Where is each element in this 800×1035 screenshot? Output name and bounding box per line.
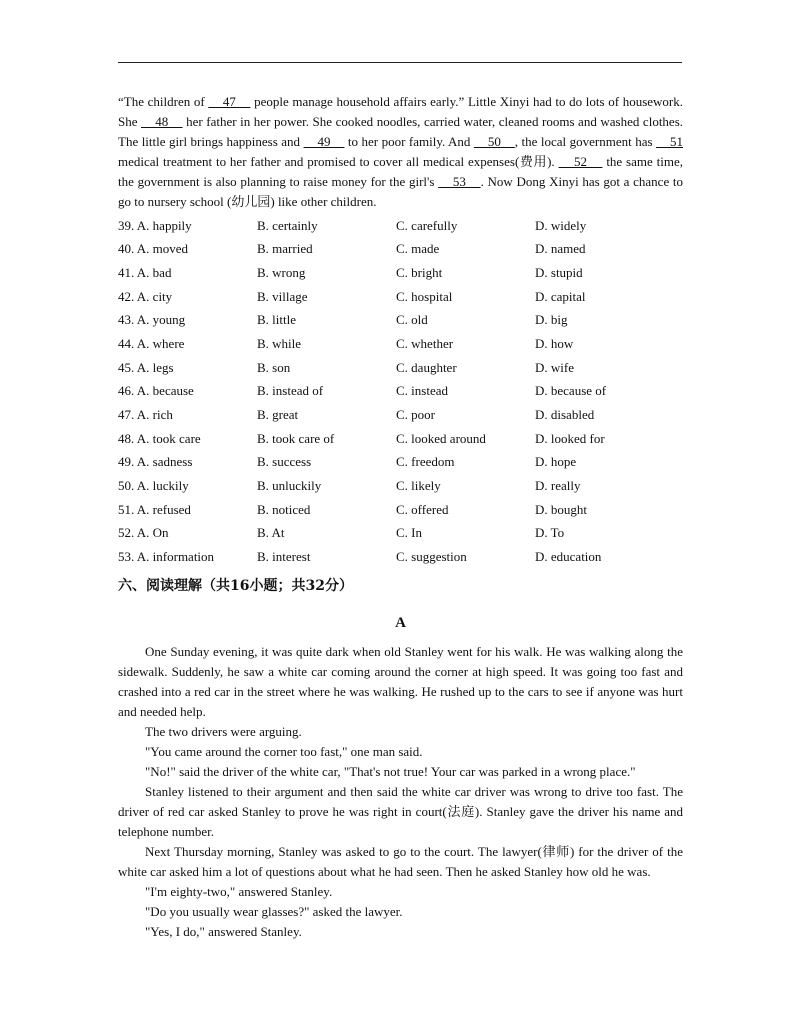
option-row-49: [118, 450, 683, 474]
option-row-52: [118, 521, 683, 545]
cloze-text: her father in her power. She cooked noodles, carried water, cleaned rooms and washed clothes. The little girl brings happiness and: [118, 114, 684, 149]
option-b: B. son: [257, 359, 291, 375]
option-row-42: [118, 285, 683, 309]
option-c: C. suggestion: [396, 549, 467, 565]
option-a: 49. A. sadness: [118, 454, 193, 470]
option-row-51: [118, 498, 683, 522]
cloze-paragraph: [118, 92, 683, 212]
option-row-44: [118, 332, 683, 356]
option-c: C. carefully: [396, 217, 458, 233]
blank-53: 53: [438, 174, 481, 189]
option-b: B. At: [257, 525, 285, 541]
section-heading: 六、阅读理解（共16小题；共32分）: [118, 577, 353, 594]
option-row-47: [118, 403, 683, 427]
option-d: D. education: [535, 549, 602, 565]
exam-page: [118, 92, 683, 942]
option-b: B. little: [257, 312, 296, 328]
option-a: 45. A. legs: [118, 359, 174, 375]
option-c: C. freedom: [396, 454, 455, 470]
option-row-46: [118, 379, 683, 403]
option-b: B. great: [257, 407, 299, 422]
option-d: D. stupid: [535, 264, 583, 280]
passage-paragraph: "You came around the corner too fast," one man said.: [145, 743, 423, 759]
option-row-48: [118, 427, 683, 451]
option-d: D. capital: [535, 288, 586, 304]
option-d: D. widely: [535, 217, 587, 233]
passage-paragraph: The two drivers were arguing.: [145, 723, 302, 739]
blank-49: 49: [303, 134, 345, 149]
cloze-text: , the local government has: [514, 134, 657, 149]
option-row-50: [118, 474, 683, 498]
blank-50: 50: [473, 134, 515, 149]
option-a: 41. A. bad: [118, 264, 172, 280]
option-c: C. old: [396, 312, 428, 328]
option-a: 51. A. refused: [118, 501, 191, 517]
option-a: 52. A. On: [118, 525, 169, 541]
blank-52: 52: [558, 154, 603, 169]
option-b: B. success: [257, 454, 312, 470]
option-d: D. hope: [535, 454, 577, 470]
option-c: C. offered: [396, 501, 449, 517]
option-row-41: [118, 261, 683, 285]
option-a: 40. A. moved: [118, 241, 189, 257]
option-d: D. because of: [535, 383, 607, 399]
option-b: B. noticed: [257, 501, 311, 517]
option-row-45: [118, 356, 683, 380]
option-a: 39. A. happily: [118, 217, 192, 233]
cloze-text: . Now Dong Xinyi has got a chance to go to nursery school (幼儿园) like other children.: [118, 174, 684, 209]
cloze-text: “The children of: [118, 94, 209, 109]
option-d: D. disabled: [535, 407, 595, 422]
option-d: D. really: [535, 478, 581, 494]
option-a: 44. A. where: [118, 335, 185, 351]
cloze-text: people manage household affairs early.” Little Xinyi had to do lots of housework. She: [118, 94, 684, 129]
passage-paragraph: "I'm eighty-two," answered Stanley.: [145, 883, 333, 899]
option-a: 47. A. rich: [118, 407, 173, 422]
option-b: B. unluckily: [257, 478, 322, 494]
option-b: B. married: [257, 241, 313, 257]
passage-paragraph: Stanley listened to their argument and then said the white car driver was wrong to drive too fast. The driver of red car asked Stanley to prove he was right in court(法庭). Stanley gave the driver his name and telephone number.: [118, 783, 683, 839]
cloze-text: medical treatment to her father and promised to cover all medical expenses(费用).: [118, 154, 559, 169]
option-a: 42. A. city: [118, 288, 173, 304]
passage-paragraph: Next Thursday morning, Stanley was asked to go to the court. The lawyer(律师) for the driver of the white car asked him a lot of questions about what he had seen. Then he asked Stanley how old he was.: [118, 843, 683, 879]
option-b: B. wrong: [257, 264, 306, 280]
option-row-53: [118, 545, 683, 569]
option-a: 48. A. took care: [118, 430, 201, 446]
option-b: B. certainly: [257, 217, 318, 233]
option-d: D. wife: [535, 359, 574, 375]
option-b: B. took care of: [257, 430, 335, 446]
passage-paragraph: "No!" said the driver of the white car, "That's not true! Your car was parked in a wrong place.": [145, 763, 636, 779]
option-d: D. named: [535, 241, 586, 257]
option-b: B. village: [257, 288, 308, 304]
passage-paragraph: "Yes, I do," answered Stanley.: [145, 923, 302, 939]
option-d: D. looked for: [535, 430, 605, 446]
option-row-40: [118, 237, 683, 261]
cloze-text: to her poor family. And: [344, 134, 474, 149]
option-c: C. whether: [396, 335, 454, 351]
option-c: C. bright: [396, 264, 443, 280]
blank-47: 47: [208, 94, 251, 109]
passage-paragraph: One Sunday evening, it was quite dark when old Stanley went for his walk. He was walking along the sidewalk. Suddenly, he saw a white car coming around the corner at high speed. It was going too fast and crashed into a red car in the street where he was walking. He rushed up to the cars to see if anyone was hurt and needed help.: [118, 643, 683, 719]
option-d: D. To: [535, 525, 565, 541]
option-c: C. poor: [396, 407, 435, 422]
option-d: D. big: [535, 312, 568, 328]
header-rule: [118, 62, 682, 63]
blank-51: 51: [656, 134, 683, 149]
option-a: 43. A. young: [118, 312, 186, 328]
option-row-43: [118, 308, 683, 332]
option-a: 46. A. because: [118, 383, 194, 399]
option-d: D. how: [535, 335, 574, 351]
option-b: B. interest: [257, 549, 311, 565]
blank-48: 48: [141, 114, 183, 129]
option-c: C. likely: [396, 478, 441, 494]
option-c: C. looked around: [396, 430, 486, 446]
option-c: C. instead: [396, 383, 448, 399]
option-c: C. hospital: [396, 288, 453, 304]
option-c: C. made: [396, 241, 440, 257]
passage-paragraph: "Do you usually wear glasses?" asked the lawyer.: [145, 903, 403, 919]
option-c: C. daughter: [396, 359, 457, 375]
option-c: C. In: [396, 525, 422, 541]
option-a: 53. A. information: [118, 549, 215, 565]
option-row-39: [118, 214, 683, 238]
cloze-text: the same time, the government is also planning to raise money for the girl's: [118, 154, 683, 189]
option-a: 50. A. luckily: [118, 478, 189, 494]
option-b: B. while: [257, 335, 302, 351]
option-b: B. instead of: [257, 383, 324, 399]
answer-options: [118, 214, 683, 569]
passage-title: A: [395, 614, 406, 631]
option-d: D. bought: [535, 501, 587, 517]
